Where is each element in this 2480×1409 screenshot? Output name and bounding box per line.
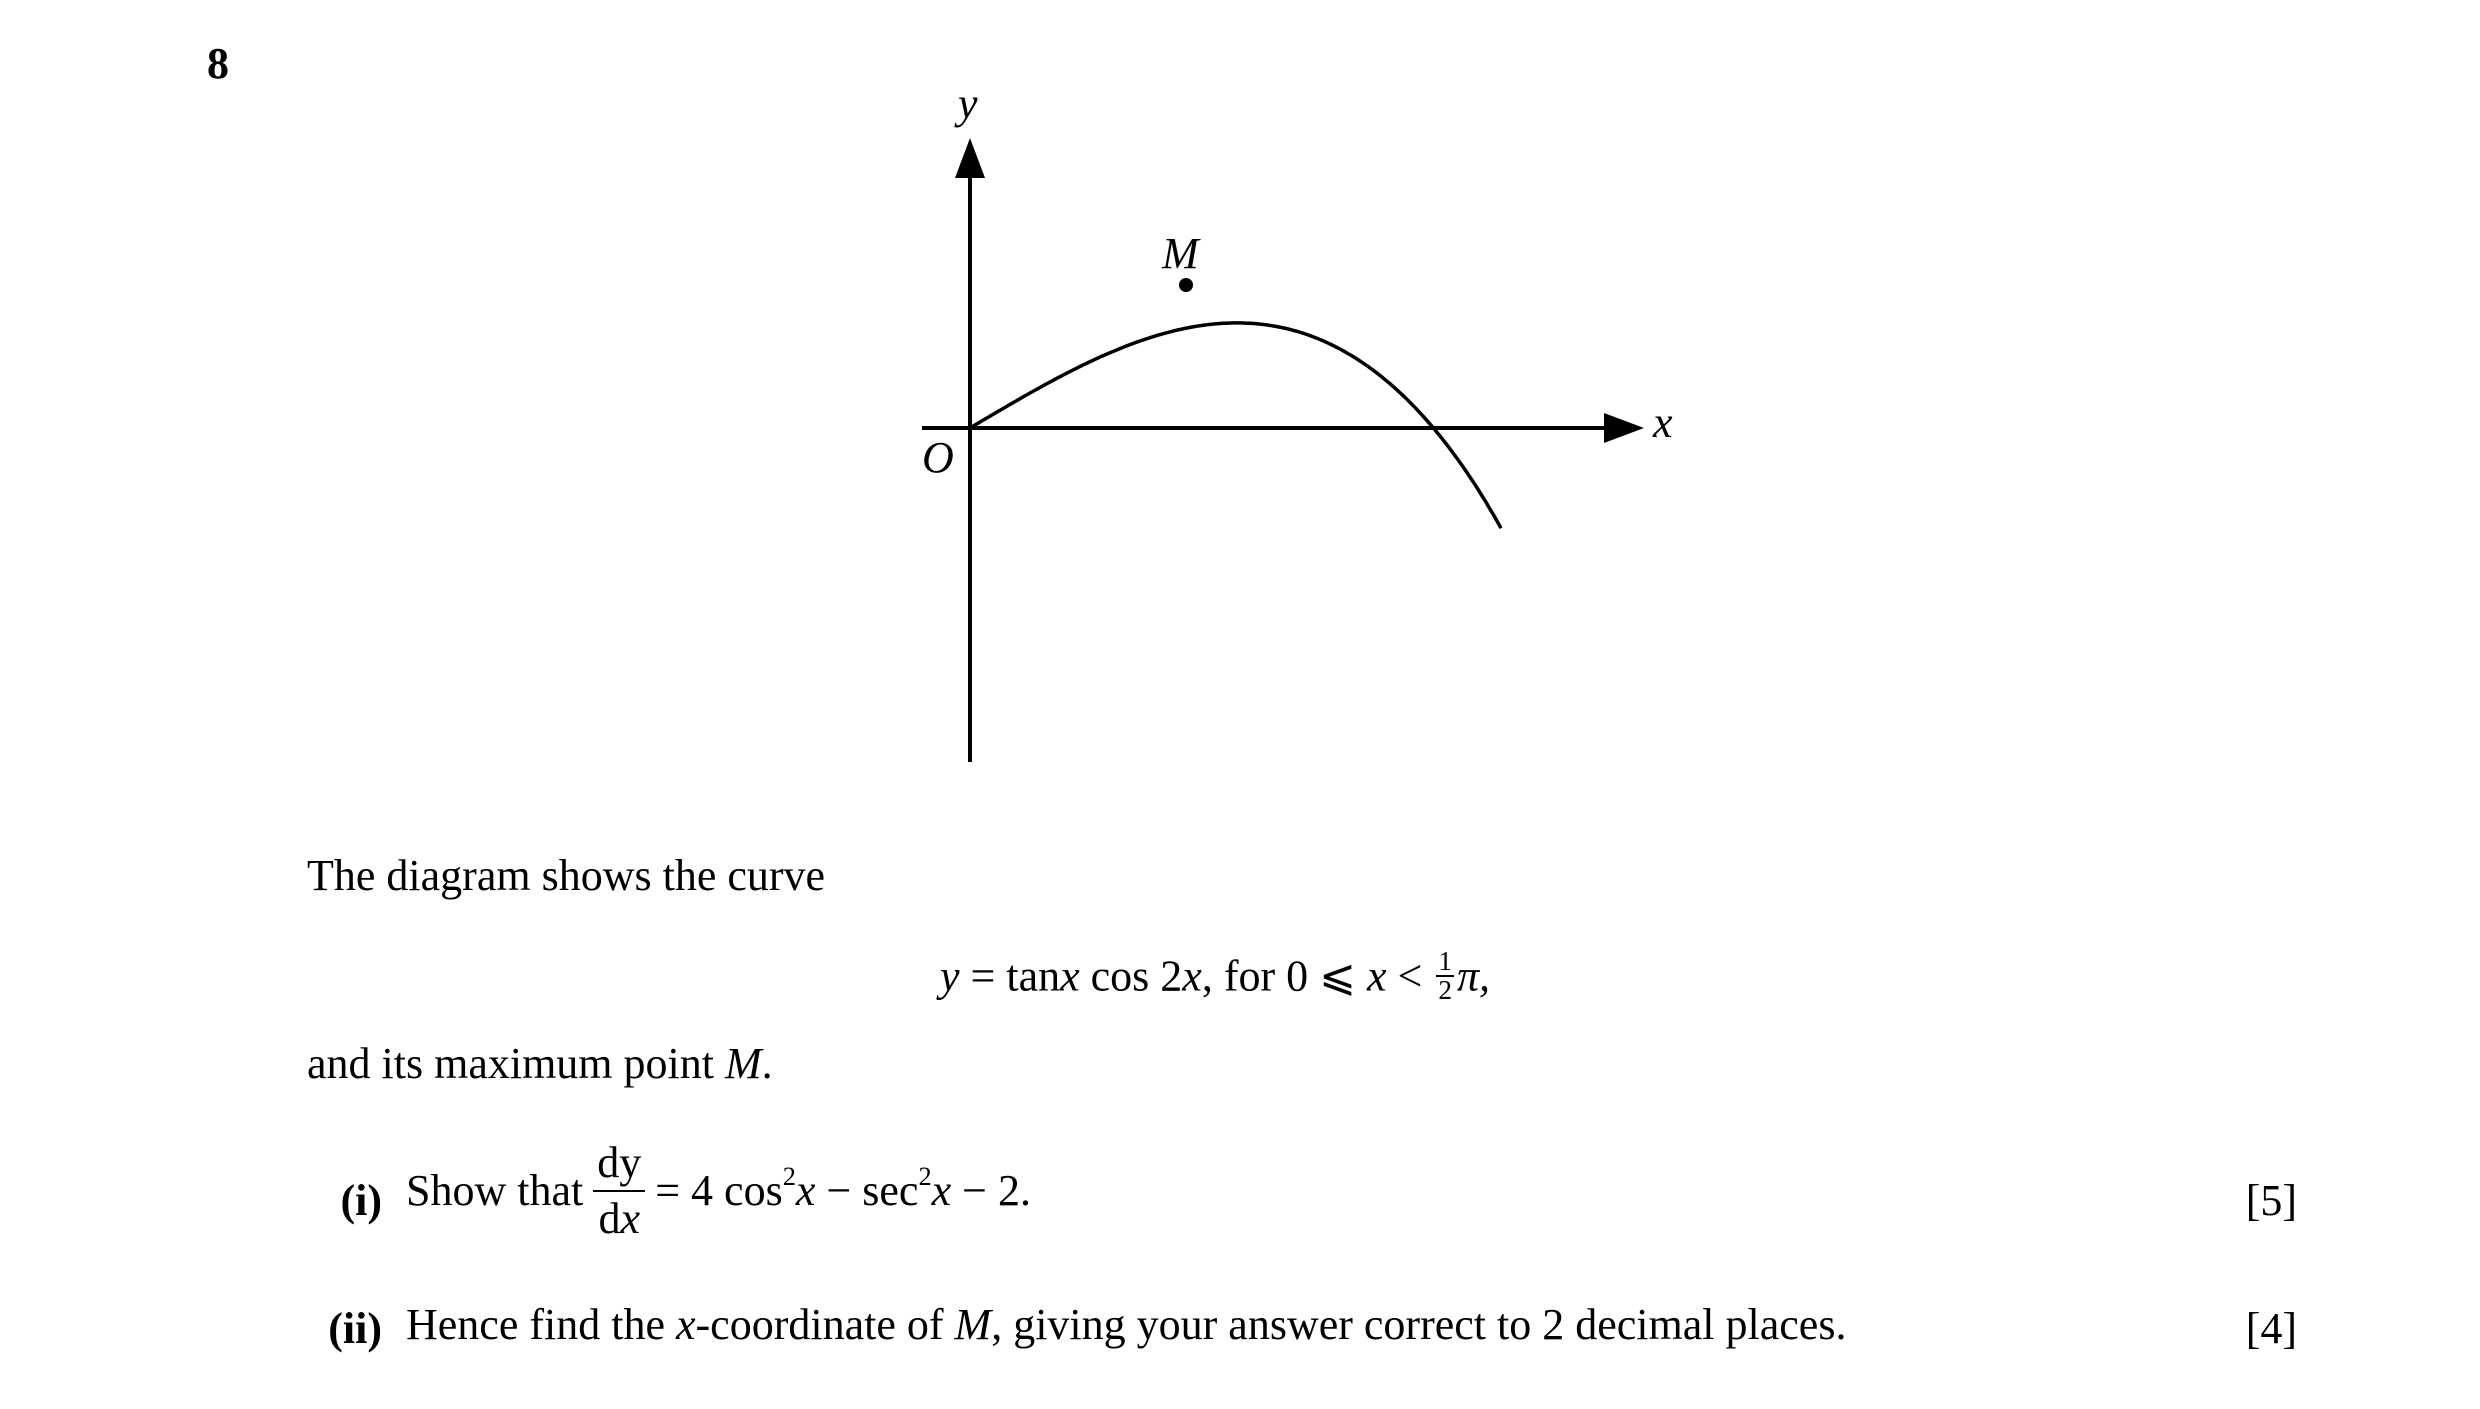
point-m-label: M (1162, 229, 1199, 278)
part-ii-text-b: -coordinate of (695, 1300, 955, 1349)
curve-equation (940, 948, 1490, 1005)
part-ii-text-a: Hence find the (406, 1300, 676, 1349)
rhs-end: − 2. (951, 1166, 1031, 1216)
derivative-fraction (593, 1140, 645, 1242)
para2-m: M (724, 1039, 762, 1088)
x-axis-label: x (1653, 398, 1673, 447)
eq-for: , for 0 ⩽ (1201, 951, 1367, 1001)
part-i-show-that: Show that (406, 1166, 584, 1216)
intro-text: The diagram shows the curve (307, 851, 826, 900)
part-ii-label: (ii) (328, 1304, 382, 1353)
para2-end: . (761, 1039, 773, 1088)
rhs-cos: = 4 cos (655, 1166, 783, 1216)
half-numerator: 1 (1438, 946, 1452, 976)
eq-x1: x (1060, 951, 1080, 1001)
eq-cos: cos 2 (1079, 951, 1183, 1001)
eq-tan: = tan (959, 951, 1061, 1001)
y-axis-arrow (955, 138, 985, 178)
y-axis-label: y (958, 79, 978, 128)
eq-x3: x (1367, 951, 1387, 1001)
x-axis-arrow (1604, 413, 1644, 443)
part-ii-marks: [4] (2245, 1304, 2297, 1353)
rhs-sup-1: 2 (782, 1161, 796, 1192)
rhs-x-b: x (931, 1166, 952, 1216)
half-denominator: 2 (1438, 975, 1452, 1006)
part-ii-x: x (676, 1300, 696, 1349)
origin-label: O (922, 433, 954, 482)
rhs-sup-2: 2 (918, 1161, 932, 1192)
dy-numerator: dy (593, 1140, 645, 1192)
curve-path (970, 323, 1501, 528)
part-ii-m: M (954, 1300, 992, 1349)
part-i-rhs (655, 1161, 1031, 1216)
eq-lt: < (1386, 951, 1434, 1001)
part-ii-text (406, 1300, 1847, 1349)
maximum-point-m (1179, 278, 1193, 292)
dx-denominator: dx (598, 1194, 640, 1244)
half-fraction (1436, 948, 1454, 1005)
para2-text: and its maximum point (307, 1039, 725, 1088)
maximum-point-text (307, 1039, 773, 1088)
rhs-sec: − sec (815, 1166, 919, 1216)
part-i-text (406, 1140, 1031, 1242)
part-i-label: (i) (340, 1176, 382, 1225)
eq-x2: x (1182, 951, 1202, 1001)
eq-pi: π, (1457, 951, 1491, 1001)
question-number: 8 (207, 39, 229, 88)
part-i-marks: [5] (2245, 1176, 2297, 1225)
part-ii-text-c: , giving your answer correct to 2 decimal places. (991, 1300, 1847, 1349)
eq-y: y (940, 951, 960, 1001)
rhs-x-a: x (795, 1166, 816, 1216)
